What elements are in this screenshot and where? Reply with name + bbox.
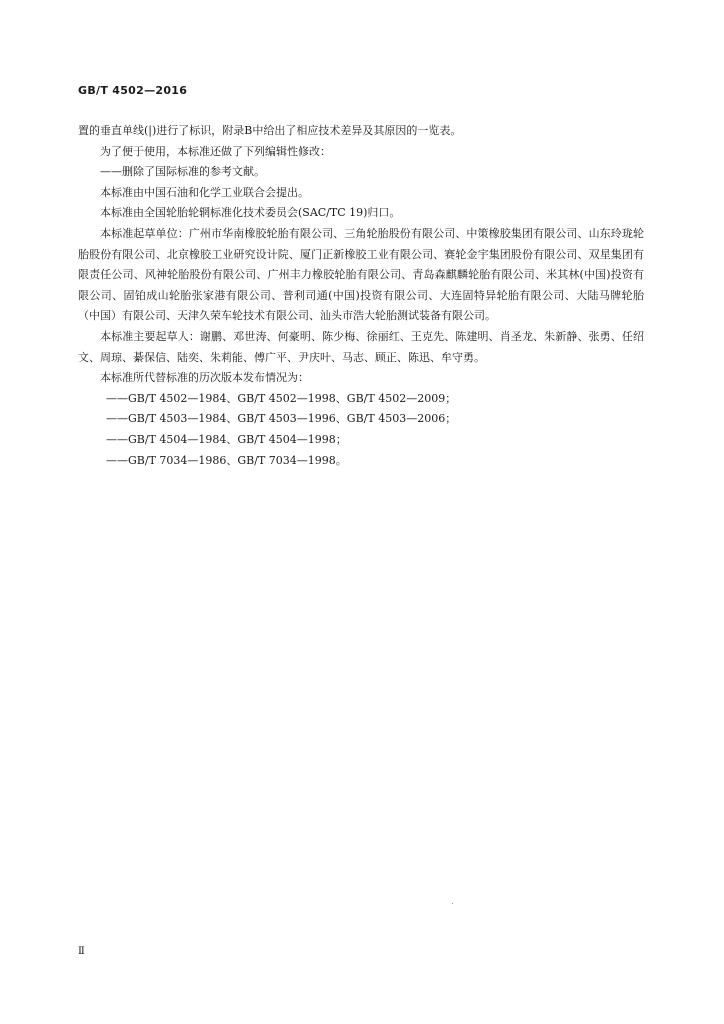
foreword-body (78, 121, 644, 471)
standard-number-header: GB/T 4502—2016 (78, 84, 188, 97)
paragraph-main-drafters: 本标准主要起草人：谢鹏、邓世涛、何豪明、陈少梅、徐丽红、王克先、陈建明、肖圣龙、朱新静、张勇、任绍文、周琼、綦保信、陆奕、朱莉能、傅广平、尹庆叶、马志、顾正、陈迅、牟守勇。 (78, 329, 644, 364)
paragraph-editorial-item: ——删除了国际标准的参考文献。 (100, 165, 265, 179)
history-item: ——GB/T 4502—1984、GB/T 4502—1998、GB/T 4502—2009； (106, 391, 457, 405)
paragraph-history-intro: 本标准所代替标准的历次版本发布情况为： (100, 371, 309, 385)
paragraph-editorial-intro: 为了便于使用，本标准还做了下列编辑性修改： (100, 144, 331, 158)
history-item: ——GB/T 4504—1984、GB/T 4504—1998； (106, 432, 347, 446)
history-item: ——GB/T 4503—1984、GB/T 4503—1996、GB/T 4503—2006； (106, 412, 457, 426)
history-item: ——GB/T 7034—1986、GB/T 7034—1998。 (106, 453, 347, 467)
page-number: Ⅱ (78, 946, 86, 957)
paragraph-proposed-by: 本标准由中国石油和化学工业联合会提出。 (100, 185, 309, 199)
paragraph-under-jurisdiction: 本标准由全国轮胎轮辋标准化技术委员会(SAC/TC 19)归口。 (100, 206, 401, 220)
history-list (78, 389, 644, 471)
paragraph-identification-note: 置的垂直单线(|)进行了标识，附录B中给出了相应技术差异及其原因的一览表。 (78, 124, 462, 137)
scan-speck (452, 903, 453, 904)
paragraph-drafting-units: 本标准起草单位：广州市华南橡胶轮胎有限公司、三角轮胎股份有限公司、中策橡胶集团有限公司、山东玲珑轮胎股份有限公司、北京橡胶工业研究设计院、厦门正新橡胶工业有限公司、赛轮金宇集团股份有限公司、双星集团有限责任公司、风神轮胎股份有限公司、广州丰力橡胶轮胎有限公司、青岛森麒麟轮胎有限公司、米其林(中国)投资有限公司、固铂成山轮胎张家港有限公司、普利司通(中国)投资有限公司、大连固特异轮胎有限公司、大陆马牌轮胎（中国）有限公司、天津久荣车轮技术有限公司、汕头市浩大轮胎测试装备有限公司。 (78, 226, 644, 323)
